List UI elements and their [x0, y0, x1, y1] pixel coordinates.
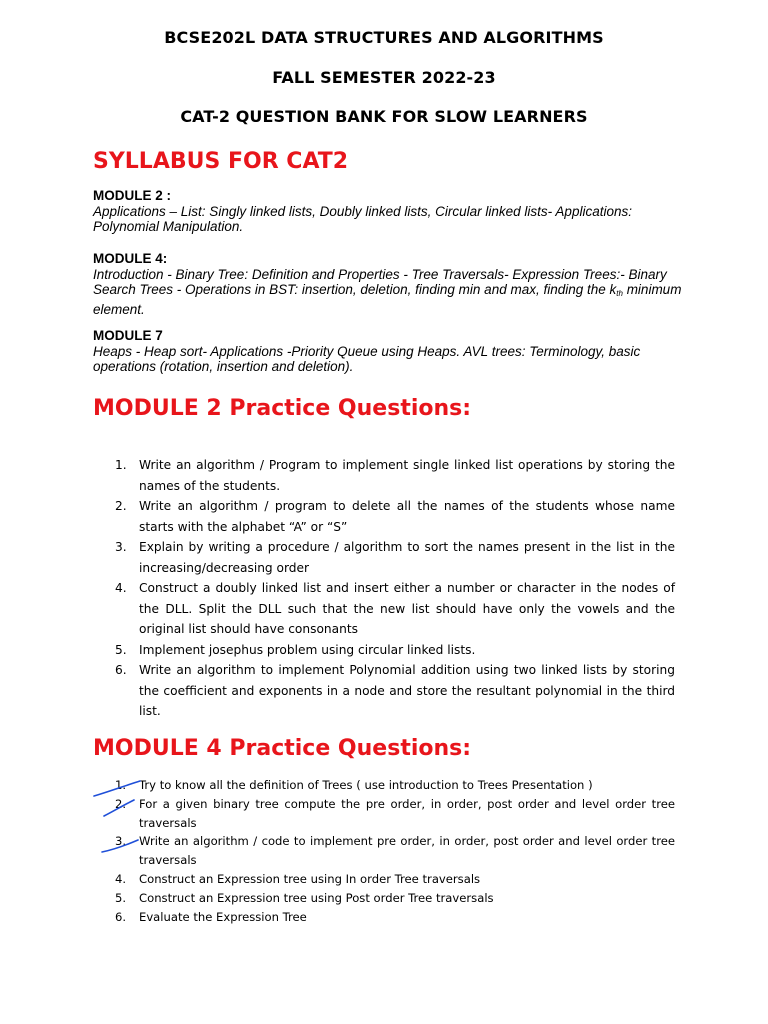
list-item	[93, 640, 675, 661]
question-text: Try to know all the definition of Trees ( use introduction to Trees Presentation )	[139, 778, 593, 792]
syllabus-module-4	[93, 251, 683, 317]
list-item	[93, 578, 675, 640]
module-2-label: MODULE 2 :	[93, 188, 172, 203]
question-text: Construct an Expression tree using Post order Tree traversals	[139, 890, 494, 905]
question-number: 2.	[115, 796, 127, 811]
question-number: 4.	[115, 871, 127, 886]
kth-subscript: th	[616, 289, 623, 298]
question-text: Construct an Expression tree using In order Tree traversals	[139, 871, 481, 886]
list-item	[93, 908, 675, 927]
question-number: 5.	[115, 890, 127, 905]
question-number: 1.	[115, 778, 127, 792]
question-number: 3.	[115, 834, 127, 849]
question-text: Construct a doubly linked list and insert either a number or character in the nodes of the DLL. Split the DLL such that the new list should have only the vowels and the original list should have consonants	[139, 581, 675, 636]
question-text: Write an algorithm / Program to implement single linked list operations by storing the names of the students.	[139, 458, 675, 493]
semester-title: FALL SEMESTER 2022-23	[272, 68, 496, 87]
module-4-description-end: minimum element.	[93, 282, 682, 317]
module-7-label: MODULE 7	[93, 328, 163, 343]
syllabus-module-2	[93, 188, 683, 235]
question-text: Implement josephus problem using circular linked lists.	[139, 642, 476, 657]
list-item	[93, 832, 675, 870]
module-4-description	[93, 267, 683, 318]
module-2-description: Applications – List: Singly linked lists, Doubly linked lists, Circular linked lists- Applications: Polynomial Manipulation.	[93, 203, 632, 234]
module-4-practice-heading: MODULE 4 Practice Questions:	[93, 736, 472, 761]
list-item	[93, 795, 675, 833]
module-4-question-list	[93, 776, 675, 926]
question-number: 6.	[115, 663, 127, 677]
question-text: Write an algorithm / code to implement pre order, in order, post order and level order tree traversals	[139, 834, 675, 868]
question-text: Write an algorithm to implement Polynomial addition using two linked lists by storing the coefficient and exponents in a node and store the resultant polynomial in the third list.	[139, 663, 675, 718]
syllabus-heading: SYLLABUS FOR CAT2	[93, 149, 349, 174]
question-number: 5.	[115, 642, 127, 657]
question-text: Write an algorithm / program to delete all the names of the students whose name starts with the alphabet “A” or “S”	[139, 499, 675, 534]
question-number: 1.	[115, 458, 127, 472]
question-bank-title: CAT-2 QUESTION BANK FOR SLOW LEARNERS	[180, 107, 588, 126]
syllabus-module-7	[93, 328, 683, 375]
module-4-label: MODULE 4:	[93, 251, 168, 266]
question-text: For a given binary tree compute the pre order, in order, post order and level order tree traversals	[139, 796, 675, 830]
module-2-question-list	[93, 455, 675, 722]
question-number: 4.	[115, 581, 127, 595]
question-number: 3.	[115, 540, 127, 554]
list-item	[93, 776, 675, 795]
list-item	[93, 870, 675, 889]
list-item	[93, 889, 675, 908]
question-number: 2.	[115, 499, 127, 513]
list-item	[93, 455, 675, 496]
question-text: Evaluate the Expression Tree	[139, 909, 307, 924]
list-item	[93, 660, 675, 722]
question-number: 6.	[115, 909, 127, 924]
list-item	[93, 496, 675, 537]
module-7-description: Heaps - Heap sort- Applications -Priority Queue using Heaps. AVL trees: Terminology, basic operations (rotation, insertion and deletion).	[93, 343, 641, 374]
course-title: BCSE202L DATA STRUCTURES AND ALGORITHMS	[164, 28, 604, 47]
question-text: Explain by writing a procedure / algorithm to sort the names present in the list in the increasing/decreasing order	[139, 540, 675, 575]
module-2-practice-heading: MODULE 2 Practice Questions:	[93, 396, 472, 421]
module-4-description-text: Introduction - Binary Tree: Definition and Properties - Tree Traversals- Expression Trees:- Binary Search Trees - Operations in BST: insertion, deletion, finding min and max, finding the k	[93, 266, 667, 297]
list-item	[93, 537, 675, 578]
